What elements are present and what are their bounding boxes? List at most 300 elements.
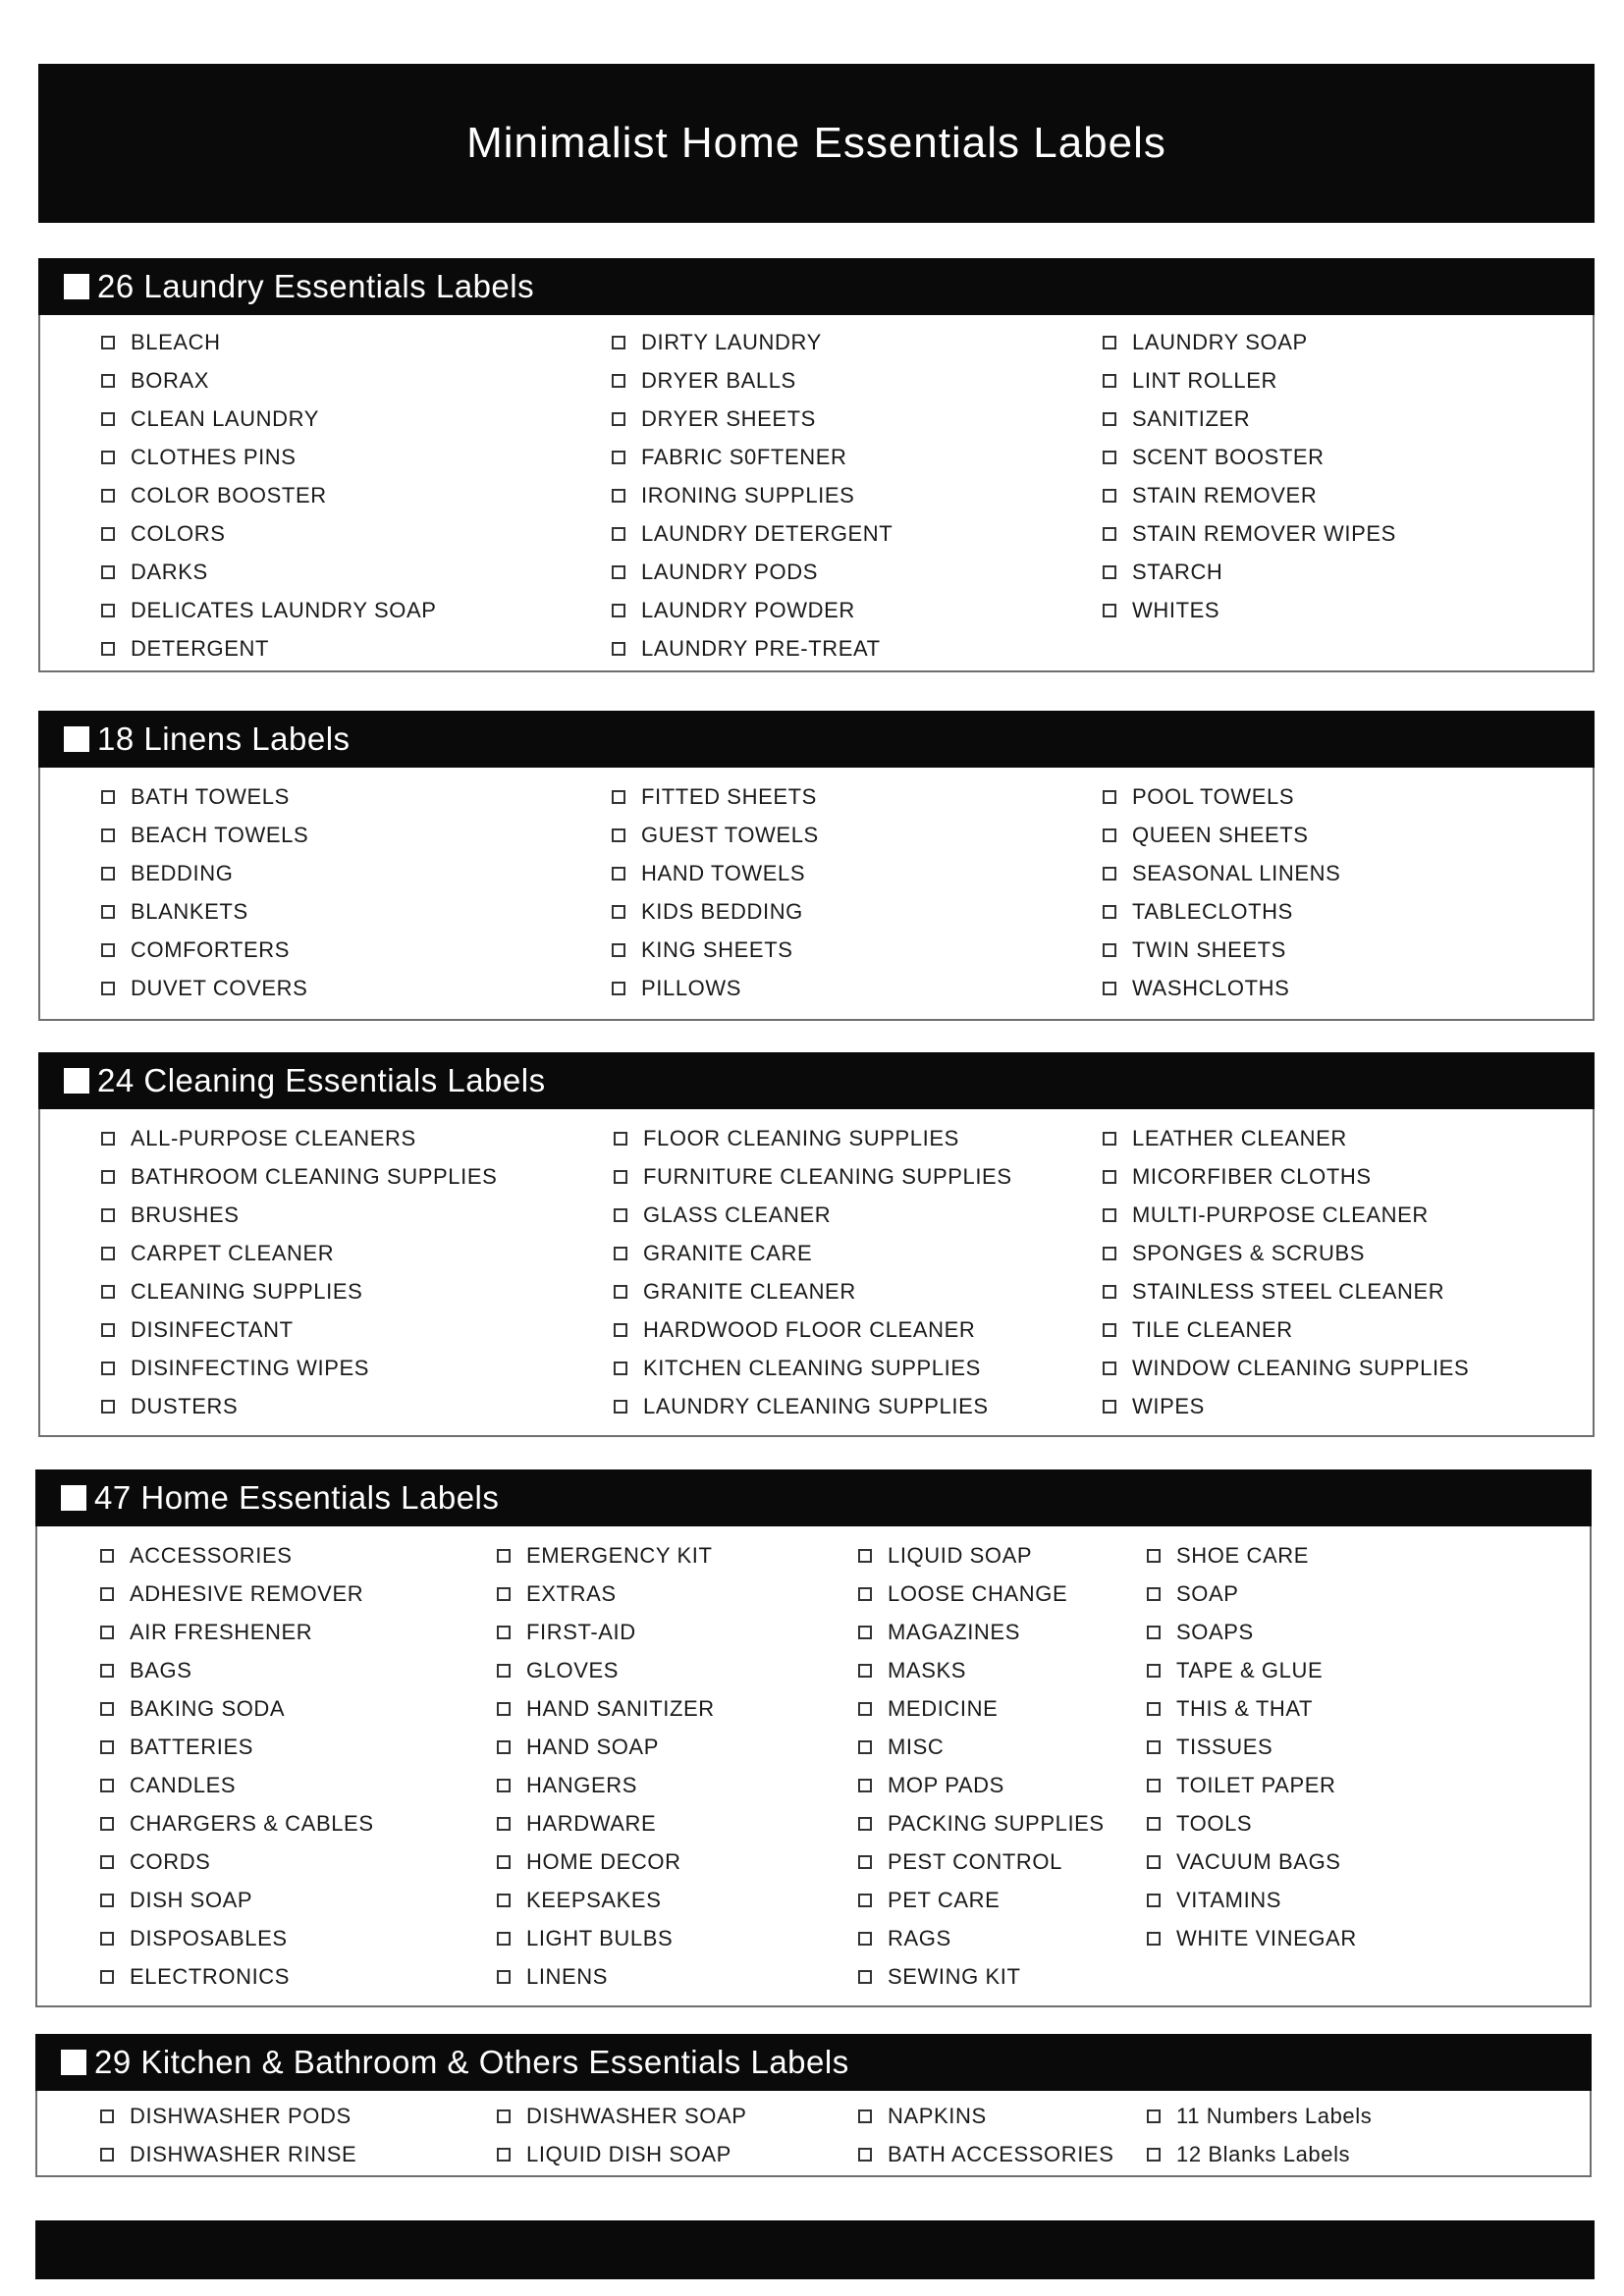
checkbox-icon[interactable] — [612, 527, 625, 541]
checkbox-icon[interactable] — [100, 1549, 114, 1563]
label-item[interactable] — [858, 1919, 1105, 1957]
checkbox-icon[interactable] — [858, 1549, 872, 1563]
label-item[interactable] — [1103, 361, 1396, 400]
label-item[interactable] — [1147, 2097, 1372, 2135]
checkbox-icon[interactable] — [612, 642, 625, 656]
checkbox-icon[interactable] — [497, 1664, 511, 1678]
checkbox-icon[interactable] — [101, 336, 115, 349]
checkbox-icon[interactable] — [101, 1247, 115, 1260]
label-item[interactable] — [497, 1689, 715, 1728]
checkbox-icon[interactable] — [100, 1664, 114, 1678]
checkbox-icon[interactable] — [858, 1932, 872, 1946]
checkbox-icon[interactable] — [1103, 1400, 1116, 1414]
checkbox-icon[interactable] — [101, 943, 115, 957]
checkbox-icon[interactable] — [614, 1208, 627, 1222]
checkbox-icon[interactable] — [1103, 1285, 1116, 1299]
checkbox-icon[interactable] — [858, 1626, 872, 1639]
label-text: PET CARE — [888, 1887, 1001, 1912]
label-item[interactable] — [614, 1234, 1012, 1272]
checkbox-icon[interactable] — [858, 2109, 872, 2123]
label-text: MOP PADS — [888, 1772, 1004, 1797]
label-text: STARCH — [1132, 559, 1223, 584]
label-item[interactable] — [612, 400, 893, 438]
checkbox-icon[interactable] — [1103, 790, 1116, 804]
label-item[interactable] — [1103, 553, 1396, 591]
checkbox-icon[interactable] — [497, 1894, 511, 1907]
label-item[interactable] — [497, 1728, 715, 1766]
section-cleaning — [38, 1052, 1595, 1437]
label-item[interactable] — [101, 892, 308, 931]
checkbox-icon[interactable] — [1103, 943, 1116, 957]
label-item[interactable] — [497, 1842, 715, 1881]
label-item[interactable] — [101, 323, 437, 361]
label-text: BRUSHES — [131, 1201, 240, 1227]
checkbox-icon[interactable] — [1147, 1702, 1161, 1716]
checkbox-icon[interactable] — [1103, 1247, 1116, 1260]
label-text: DETERGENT — [131, 635, 270, 661]
label-item[interactable] — [614, 1196, 1012, 1234]
label-text: LIQUID SOAP — [888, 1542, 1033, 1568]
label-item[interactable] — [101, 553, 437, 591]
checkbox-icon[interactable] — [497, 1817, 511, 1831]
checkbox-icon[interactable] — [100, 1587, 114, 1601]
label-text: EMERGENCY KIT — [526, 1542, 713, 1568]
checkbox-icon[interactable] — [1103, 1362, 1116, 1375]
label-item[interactable] — [1103, 892, 1340, 931]
checkbox-icon[interactable] — [497, 1740, 511, 1754]
label-text: SOAPS — [1176, 1619, 1254, 1644]
checkbox-icon[interactable] — [101, 642, 115, 656]
label-item[interactable] — [614, 1349, 1012, 1387]
checkbox-icon[interactable] — [101, 867, 115, 881]
title-banner — [38, 64, 1595, 223]
label-text: KEEPSAKES — [526, 1887, 662, 1912]
label-item[interactable] — [100, 1804, 374, 1842]
checkbox-icon[interactable] — [100, 1855, 114, 1869]
label-item[interactable] — [1147, 1766, 1357, 1804]
label-item[interactable] — [1103, 476, 1396, 514]
label-item[interactable] — [1147, 1536, 1357, 1575]
label-item[interactable] — [1147, 1575, 1357, 1613]
label-item[interactable] — [858, 1842, 1105, 1881]
label-text: COLOR BOOSTER — [131, 482, 327, 507]
label-item[interactable] — [1147, 1613, 1357, 1651]
checkbox-icon[interactable] — [101, 982, 115, 995]
checkbox-icon[interactable] — [858, 1855, 872, 1869]
checkbox-icon[interactable] — [497, 1932, 511, 1946]
checkbox-icon[interactable] — [858, 1817, 872, 1831]
label-item[interactable] — [101, 1157, 497, 1196]
label-item[interactable] — [1147, 2135, 1372, 2173]
label-item[interactable] — [101, 438, 437, 476]
checkbox-icon[interactable] — [101, 565, 115, 579]
label-text: GUEST TOWELS — [641, 822, 819, 847]
label-item[interactable] — [1103, 1349, 1469, 1387]
checkbox-icon[interactable] — [612, 828, 625, 842]
label-item[interactable] — [858, 1804, 1105, 1842]
label-text: HANGERS — [526, 1772, 637, 1797]
label-item[interactable] — [1103, 1310, 1469, 1349]
checkbox-icon[interactable] — [100, 1970, 114, 1984]
label-item[interactable] — [100, 1536, 374, 1575]
checkbox-icon[interactable] — [1103, 905, 1116, 919]
label-item[interactable] — [858, 1536, 1105, 1575]
checkbox-icon[interactable] — [612, 604, 625, 617]
label-item[interactable] — [1147, 1651, 1357, 1689]
checkbox-icon[interactable] — [1103, 604, 1116, 617]
checkbox-icon[interactable] — [101, 1362, 115, 1375]
label-text: LAUNDRY CLEANING SUPPLIES — [643, 1393, 989, 1418]
label-item[interactable] — [101, 931, 308, 969]
label-column — [1103, 1119, 1469, 1425]
label-text: CLEANING SUPPLIES — [131, 1278, 363, 1304]
checkbox-icon[interactable] — [1103, 336, 1116, 349]
label-item[interactable] — [1147, 1842, 1357, 1881]
label-item[interactable] — [1103, 777, 1340, 816]
label-item[interactable] — [1103, 1119, 1469, 1157]
label-item[interactable] — [858, 1881, 1105, 1919]
label-text: BAGS — [130, 1657, 192, 1682]
label-text: SHOE CARE — [1176, 1542, 1309, 1568]
checkbox-icon[interactable] — [497, 1702, 511, 1716]
label-item[interactable] — [858, 1689, 1105, 1728]
label-text: CANDLES — [130, 1772, 237, 1797]
label-item[interactable] — [1103, 514, 1396, 553]
checkbox-icon[interactable] — [858, 1894, 872, 1907]
checkbox-icon[interactable] — [1103, 982, 1116, 995]
label-item[interactable] — [612, 931, 819, 969]
label-item[interactable] — [612, 777, 819, 816]
label-item[interactable] — [101, 969, 308, 1007]
checkbox-icon[interactable] — [497, 1855, 511, 1869]
checkbox-icon[interactable] — [1103, 374, 1116, 388]
label-item[interactable] — [497, 1804, 715, 1842]
checkbox-icon[interactable] — [858, 1970, 872, 1984]
checkbox-icon[interactable] — [101, 1208, 115, 1222]
label-item[interactable] — [101, 777, 308, 816]
checkbox-icon[interactable] — [1147, 1549, 1161, 1563]
label-text: CHARGERS & CABLES — [130, 1810, 374, 1836]
label-text: HAND SANITIZER — [526, 1695, 715, 1721]
label-item[interactable] — [612, 969, 819, 1007]
checkbox-icon[interactable] — [1103, 1208, 1116, 1222]
checkbox-icon[interactable] — [101, 1400, 115, 1414]
label-text: SPONGES & SCRUBS — [1132, 1240, 1365, 1265]
label-item[interactable] — [497, 1536, 715, 1575]
label-item[interactable] — [497, 1651, 715, 1689]
label-item[interactable] — [1103, 816, 1340, 854]
label-item[interactable] — [100, 1651, 374, 1689]
label-item[interactable] — [612, 323, 893, 361]
label-text: DISH SOAP — [130, 1887, 253, 1912]
label-text: LAUNDRY SOAP — [1132, 329, 1308, 354]
label-item[interactable] — [612, 476, 893, 514]
label-text: THIS & THAT — [1176, 1695, 1314, 1721]
label-item[interactable] — [101, 1349, 497, 1387]
label-item[interactable] — [858, 2135, 1113, 2173]
label-item[interactable] — [101, 1272, 497, 1310]
checkbox-icon[interactable] — [101, 451, 115, 464]
checkbox-icon[interactable] — [858, 1702, 872, 1716]
label-item[interactable] — [614, 1157, 1012, 1196]
checkbox-icon[interactable] — [614, 1362, 627, 1375]
label-item[interactable] — [101, 591, 437, 629]
label-item[interactable] — [858, 1575, 1105, 1613]
label-item[interactable] — [1103, 969, 1340, 1007]
label-item[interactable] — [497, 1613, 715, 1651]
checkbox-icon[interactable] — [100, 1779, 114, 1792]
checkbox-icon[interactable] — [497, 1970, 511, 1984]
label-item[interactable] — [1103, 1272, 1469, 1310]
label-item[interactable] — [101, 1196, 497, 1234]
label-item[interactable] — [101, 854, 308, 892]
label-text: DISHWASHER SOAP — [526, 2103, 747, 2128]
checkbox-icon[interactable] — [100, 1626, 114, 1639]
label-item[interactable] — [612, 553, 893, 591]
checkbox-icon[interactable] — [100, 1702, 114, 1716]
label-item[interactable] — [858, 1613, 1105, 1651]
checkbox-icon[interactable] — [101, 828, 115, 842]
label-item[interactable] — [100, 1728, 374, 1766]
checkbox-icon[interactable] — [614, 1400, 627, 1414]
checkbox-icon[interactable] — [100, 1817, 114, 1831]
label-text: WASHCLOTHS — [1132, 975, 1290, 1000]
label-item[interactable] — [612, 514, 893, 553]
label-item[interactable] — [497, 2135, 747, 2173]
label-item[interactable] — [614, 1387, 1012, 1425]
checkbox-icon[interactable] — [101, 1323, 115, 1337]
checkbox-icon[interactable] — [614, 1247, 627, 1260]
checkbox-icon[interactable] — [497, 1587, 511, 1601]
checkbox-icon[interactable] — [858, 1587, 872, 1601]
label-text: LEATHER CLEANER — [1132, 1125, 1347, 1150]
label-item[interactable] — [101, 476, 437, 514]
checkbox-icon[interactable] — [614, 1323, 627, 1337]
label-item[interactable] — [101, 514, 437, 553]
checkbox-icon[interactable] — [614, 1285, 627, 1299]
label-item[interactable] — [1147, 1881, 1357, 1919]
label-item[interactable] — [612, 854, 819, 892]
checkbox-icon[interactable] — [1103, 867, 1116, 881]
label-item[interactable] — [100, 1919, 374, 1957]
label-item[interactable] — [497, 1957, 715, 1996]
label-item[interactable] — [1103, 1196, 1469, 1234]
label-item[interactable] — [497, 1919, 715, 1957]
label-item[interactable] — [100, 1842, 374, 1881]
label-item[interactable] — [1103, 400, 1396, 438]
checkbox-icon[interactable] — [858, 1664, 872, 1678]
label-item[interactable] — [101, 1310, 497, 1349]
checkbox-icon[interactable] — [100, 1932, 114, 1946]
checkbox-icon[interactable] — [1147, 1817, 1161, 1831]
label-item[interactable] — [497, 1766, 715, 1804]
label-item[interactable] — [1103, 323, 1396, 361]
label-item[interactable] — [1103, 1234, 1469, 1272]
checkbox-icon[interactable] — [1147, 1932, 1161, 1946]
checkbox-icon[interactable] — [497, 1779, 511, 1792]
label-column — [614, 1119, 1012, 1425]
label-item[interactable] — [100, 1957, 374, 1996]
label-item[interactable] — [497, 1881, 715, 1919]
label-item[interactable] — [497, 1575, 715, 1613]
label-text: BAKING SODA — [130, 1695, 286, 1721]
checkbox-icon[interactable] — [612, 336, 625, 349]
checkbox-icon[interactable] — [101, 489, 115, 503]
label-item[interactable] — [1103, 931, 1340, 969]
checkbox-icon[interactable] — [614, 1132, 627, 1146]
label-text: MICORFIBER CLOTHS — [1132, 1163, 1372, 1189]
label-item[interactable] — [101, 816, 308, 854]
checkbox-icon[interactable] — [497, 2109, 511, 2123]
checkbox-icon[interactable] — [858, 2148, 872, 2162]
checkbox-icon[interactable] — [1147, 1740, 1161, 1754]
checkbox-icon[interactable] — [1147, 2148, 1161, 2162]
checkbox-icon[interactable] — [101, 374, 115, 388]
checkbox-icon[interactable] — [101, 412, 115, 426]
label-column — [1147, 2097, 1372, 2173]
checkbox-icon[interactable] — [1147, 1626, 1161, 1639]
checkbox-icon[interactable] — [612, 412, 625, 426]
label-item[interactable] — [100, 2097, 356, 2135]
checkbox-icon[interactable] — [1147, 1779, 1161, 1792]
label-item[interactable] — [101, 400, 437, 438]
label-item[interactable] — [858, 1766, 1105, 1804]
checkbox-icon[interactable] — [100, 2148, 114, 2162]
label-item[interactable] — [101, 1387, 497, 1425]
checkbox-icon[interactable] — [858, 1779, 872, 1792]
label-text: ALL-PURPOSE CLEANERS — [131, 1125, 416, 1150]
label-text: BATTERIES — [130, 1734, 254, 1759]
label-text: COLORS — [131, 520, 226, 546]
label-text: DUVET COVERS — [131, 975, 308, 1000]
checkbox-icon[interactable] — [612, 565, 625, 579]
label-item[interactable] — [100, 1766, 374, 1804]
checkbox-icon[interactable] — [1147, 1894, 1161, 1907]
checkbox-icon[interactable] — [1103, 1170, 1116, 1184]
label-text: DISINFECTANT — [131, 1316, 294, 1342]
checkbox-icon[interactable] — [101, 905, 115, 919]
label-text: MULTI-PURPOSE CLEANER — [1132, 1201, 1429, 1227]
label-text: VITAMINS — [1176, 1887, 1282, 1912]
checkbox-icon[interactable] — [1147, 2109, 1161, 2123]
label-item[interactable] — [1147, 1804, 1357, 1842]
label-text: SCENT BOOSTER — [1132, 444, 1325, 469]
checkbox-icon[interactable] — [612, 790, 625, 804]
checkbox-icon[interactable] — [1103, 828, 1116, 842]
label-text: STAINLESS STEEL CLEANER — [1132, 1278, 1445, 1304]
checkbox-icon[interactable] — [1103, 1132, 1116, 1146]
label-text: NAPKINS — [888, 2103, 987, 2128]
label-item[interactable] — [1147, 1919, 1357, 1957]
checkbox-icon[interactable] — [100, 2109, 114, 2123]
label-item[interactable] — [612, 591, 893, 629]
checkbox-icon[interactable] — [497, 1549, 511, 1563]
checkbox-icon[interactable] — [101, 1170, 115, 1184]
section-header — [38, 258, 1595, 315]
checkbox-icon[interactable] — [612, 374, 625, 388]
checkbox-icon[interactable] — [614, 1170, 627, 1184]
checkbox-icon[interactable] — [612, 867, 625, 881]
label-item[interactable] — [612, 892, 819, 931]
label-item[interactable] — [100, 1689, 374, 1728]
label-item[interactable] — [612, 629, 893, 667]
label-item[interactable] — [612, 816, 819, 854]
checkbox-icon[interactable] — [1103, 565, 1116, 579]
checkbox-icon[interactable] — [101, 790, 115, 804]
checkbox-icon[interactable] — [1103, 1323, 1116, 1337]
label-item[interactable] — [100, 1575, 374, 1613]
checkbox-icon[interactable] — [1103, 451, 1116, 464]
label-item[interactable] — [100, 2135, 356, 2173]
label-text: HOME DECOR — [526, 1848, 681, 1874]
checkbox-icon[interactable] — [1103, 412, 1116, 426]
label-item[interactable] — [612, 361, 893, 400]
checkbox-icon[interactable] — [612, 943, 625, 957]
label-item[interactable] — [612, 438, 893, 476]
checkbox-icon[interactable] — [101, 1132, 115, 1146]
label-text: HARDWARE — [526, 1810, 657, 1836]
label-item[interactable] — [1147, 1689, 1357, 1728]
checkbox-icon[interactable] — [858, 1740, 872, 1754]
label-item[interactable] — [1103, 854, 1340, 892]
checkbox-icon[interactable] — [612, 905, 625, 919]
checkbox-icon[interactable] — [1147, 1587, 1161, 1601]
checkbox-icon[interactable] — [101, 604, 115, 617]
checkbox-icon[interactable] — [100, 1740, 114, 1754]
label-text: GLASS CLEANER — [643, 1201, 832, 1227]
label-item[interactable] — [858, 1651, 1105, 1689]
label-item[interactable] — [858, 1728, 1105, 1766]
checkbox-icon[interactable] — [612, 451, 625, 464]
label-item[interactable] — [101, 361, 437, 400]
label-text: TWIN SHEETS — [1132, 936, 1286, 962]
checkbox-icon[interactable] — [497, 2148, 511, 2162]
label-item[interactable] — [497, 2097, 747, 2135]
checkbox-icon[interactable] — [100, 1894, 114, 1907]
checkbox-icon[interactable] — [101, 1285, 115, 1299]
label-text: FIRST-AID — [526, 1619, 636, 1644]
label-text: LAUNDRY DETERGENT — [641, 520, 893, 546]
label-item[interactable] — [614, 1272, 1012, 1310]
checkbox-icon[interactable] — [1103, 527, 1116, 541]
label-text: TABLECLOTHS — [1132, 898, 1293, 924]
checkbox-icon[interactable] — [612, 489, 625, 503]
label-item[interactable] — [101, 1234, 497, 1272]
label-item[interactable] — [1103, 1387, 1469, 1425]
checkbox-icon[interactable] — [497, 1626, 511, 1639]
checkbox-icon[interactable] — [101, 527, 115, 541]
label-item[interactable] — [101, 629, 437, 667]
label-item[interactable] — [614, 1310, 1012, 1349]
label-item[interactable] — [101, 1119, 497, 1157]
label-text: PILLOWS — [641, 975, 742, 1000]
label-column — [497, 1536, 715, 1996]
label-item[interactable] — [100, 1613, 374, 1651]
label-item[interactable] — [100, 1881, 374, 1919]
checkbox-icon[interactable] — [1147, 1664, 1161, 1678]
label-item[interactable] — [1147, 1728, 1357, 1766]
label-column — [100, 1536, 374, 1996]
checkbox-icon[interactable] — [612, 982, 625, 995]
checkbox-icon[interactable] — [1147, 1855, 1161, 1869]
checkbox-icon[interactable] — [1103, 489, 1116, 503]
label-item[interactable] — [858, 1957, 1105, 1996]
label-item[interactable] — [614, 1119, 1012, 1157]
label-item[interactable] — [1103, 438, 1396, 476]
label-item[interactable] — [858, 2097, 1113, 2135]
label-item[interactable] — [1103, 1157, 1469, 1196]
label-item[interactable] — [1103, 591, 1396, 629]
